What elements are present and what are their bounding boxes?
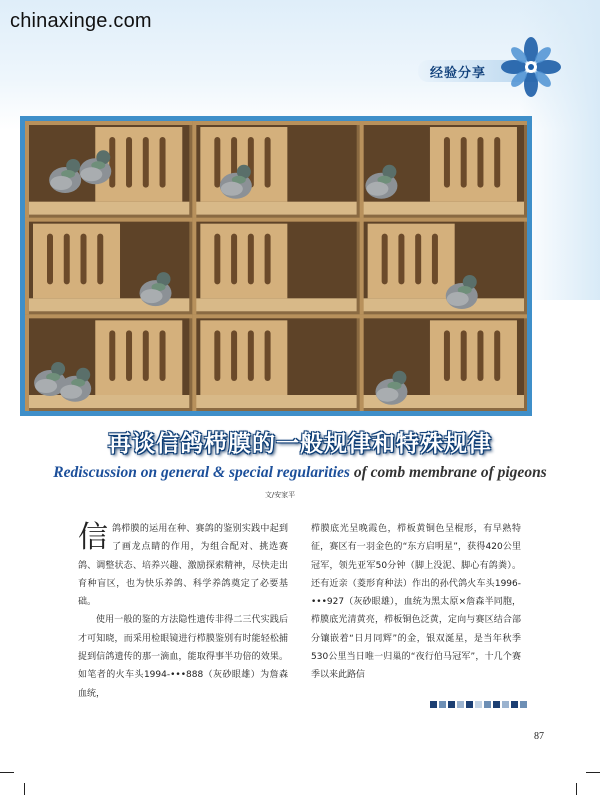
subtitle-part-dark: of comb membrane of pigeons [349,464,547,481]
door-slot [97,234,103,285]
loft-post [192,121,196,218]
pigeon-wing [141,289,163,303]
loft-shelf [28,202,189,215]
loft-post [360,218,364,315]
door-slot [81,234,87,285]
door-slot [47,234,53,285]
loft-door [430,320,517,395]
loft-post [192,314,196,411]
loft-beam [192,121,359,125]
door-slot [477,330,483,381]
door-slot [444,330,450,381]
loft-beam [192,218,359,222]
loft-post [25,218,29,315]
loft-post [360,121,364,218]
crop-mark [576,783,577,795]
door-slot [444,137,450,188]
pigeon-loft-photo [25,121,527,411]
door-slot [214,330,220,381]
body-paragraph: 使用一般的鉴的方法隐性遗传非得二三代实践后才可知晓，而采用检眼镜进行栉膜鉴别有时能轻松捕捉到信鸽遗传的那一滴血，能取得事半功倍的效果。如笔者的火车头1994-•••888（灰砂眼雄）为詹森血统， [78,615,288,699]
loft-door [200,320,287,395]
door-slot [64,234,70,285]
loft-door [33,224,120,299]
article-photo [20,116,532,416]
pigeon-wing [447,292,469,306]
loft-post [25,314,29,411]
decorative-squares [430,701,530,709]
crop-mark [586,772,600,773]
loft-post [25,121,29,218]
door-slot [432,234,438,285]
door-slot [398,234,404,285]
door-slot [126,330,132,381]
article-headline: 再谈信鸽栉膜的一般规律和特殊规律 [108,431,492,457]
article-subtitle [0,464,600,482]
author-byline: 文/安家平 [264,491,296,499]
door-slot [248,234,254,285]
loft-beam [360,218,527,222]
door-slot [494,330,500,381]
door-slot [382,234,388,285]
subtitle-part-blue: Rediscussion on general & special regularities [53,464,350,481]
door-slot [160,330,166,381]
pigeon-wing [50,176,72,190]
door-slot [477,137,483,188]
loft-beam [25,121,192,125]
door-slot [265,330,271,381]
door-slot [160,137,166,188]
loft-shelf [28,395,189,408]
door-slot [214,137,220,188]
flower-decoration-icon [500,36,562,98]
door-slot [109,330,115,381]
loft-door [200,224,287,299]
door-slot [494,137,500,188]
pigeon-wing [35,379,57,393]
door-slot [248,330,254,381]
pigeon-wing [60,385,82,399]
crop-mark [24,783,25,795]
paragraph-text: 鸽栉膜的运用在种、赛鸽的鉴别实践中起到了画龙点睛的作用，为组合配对、挑选赛鸽、调整状态、培养兴趣、激励探索精神，尽快走出育种盲区，也为快乐养鸽、科学养鸽奠定了必要基础。 [78,524,288,608]
door-slot [265,234,271,285]
body-paragraph [78,520,288,611]
loft-post [360,314,364,411]
door-slot [461,137,467,188]
door-slot [231,234,237,285]
crop-mark [0,772,14,773]
pigeon-wing [376,388,398,402]
door-slot [265,137,271,188]
loft-shelf [363,202,524,215]
loft-beam [192,314,359,318]
loft-beam [360,121,527,125]
pigeon-wing [366,182,388,196]
body-paragraph: 栉膜底光呈晚霞色，栉板黄铜色呈棍形，有早熟特征，赛区有一羽金色的“东方启明星”，获得420公里冠军，领先亚军50分钟（脚上没泥、脚心有鸽粪）。还有近亲（菱形育种法）作出的孙代鸽火车头1996-•••927（灰砂眼雄），血统为黑太原×詹森半同胞，栉膜底光清黄亮，栉板铜色泛黄，定向与赛区结合部分镶嵌着“日月同辉”的金，银双涎星，是当年秋季530公里当日唯一归巢的“夜行伯马冠军”，十几个赛季以来此路信 [311,524,521,681]
body-column-right [311,520,521,685]
door-slot [461,330,467,381]
loft-shelf [195,395,356,408]
loft-shelf [195,298,356,311]
site-watermark: chinaxinge.com [10,10,152,32]
door-slot [126,137,132,188]
page-number: 87 [534,731,544,742]
loft-beam [25,314,192,318]
loft-shelf [195,202,356,215]
door-slot [109,137,115,188]
drop-cap: 信 [78,520,108,555]
door-slot [214,234,220,285]
door-slot [415,234,421,285]
loft-shelf [363,298,524,311]
door-slot [231,330,237,381]
door-slot [143,330,149,381]
pigeon-wing [80,167,102,181]
loft-post [192,218,196,315]
loft-door [430,127,517,202]
loft-beam [25,218,192,222]
pigeon-wing [221,182,243,196]
section-label: 经验分享 [430,66,487,81]
loft-door [368,224,455,299]
pigeon-loft-illustration [25,121,527,411]
loft-beam [360,314,527,318]
loft-door [95,320,182,395]
body-column-left [78,520,288,703]
door-slot [143,137,149,188]
